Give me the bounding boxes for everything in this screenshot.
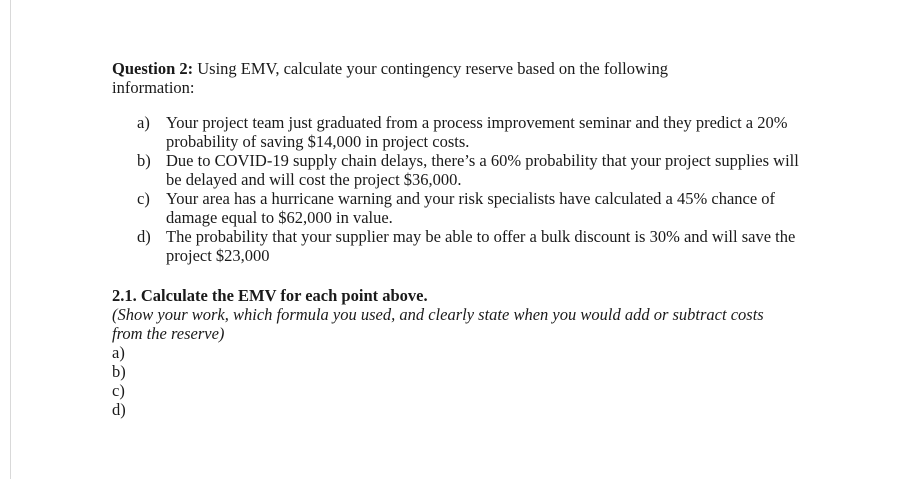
- scenario-item-a: [112, 113, 902, 151]
- list-marker: d): [137, 227, 151, 246]
- answer-label-d: d): [112, 400, 126, 419]
- answer-label-a: a): [112, 343, 125, 362]
- scenario-text: Your area has a hurricane warning and your risk specialists have calculated a 45% chance of damage equal to $62,000 in value.: [166, 189, 776, 227]
- scenario-item-b: [112, 151, 902, 189]
- scenario-item-c: [112, 189, 902, 227]
- answer-label-b: b): [112, 362, 126, 381]
- subsection-heading: 2.1. Calculate the EMV for each point above.: [112, 286, 428, 305]
- list-marker: b): [137, 151, 151, 170]
- question-paragraph: [112, 59, 752, 97]
- scenario-text: The probability that your supplier may be able to offer a bulk discount is 30% and will save the project $23,000: [166, 227, 796, 265]
- scenario-list: [112, 113, 902, 265]
- question-label: Question 2:: [112, 59, 194, 78]
- page-left-border: [10, 0, 11, 479]
- document-body: [112, 59, 902, 419]
- list-marker: c): [137, 189, 150, 208]
- list-marker: a): [137, 113, 150, 132]
- scenario-item-d: [112, 227, 902, 265]
- scenario-text: Your project team just graduated from a process improvement seminar and they predict a 20% probability of saving $14,000 in project costs.: [166, 113, 788, 151]
- answer-label-c: c): [112, 381, 125, 400]
- question-text: Using EMV, calculate your contingency reserve based on the following information:: [112, 59, 668, 97]
- scenario-text: Due to COVID-19 supply chain delays, there’s a 60% probability that your project supplies will be delayed and will cost the project $36,000.: [166, 151, 799, 189]
- answer-list: [112, 343, 902, 419]
- subsection-instructions: (Show your work, which formula you used, and clearly state when you would add or subtract costs from the reserve): [112, 305, 764, 343]
